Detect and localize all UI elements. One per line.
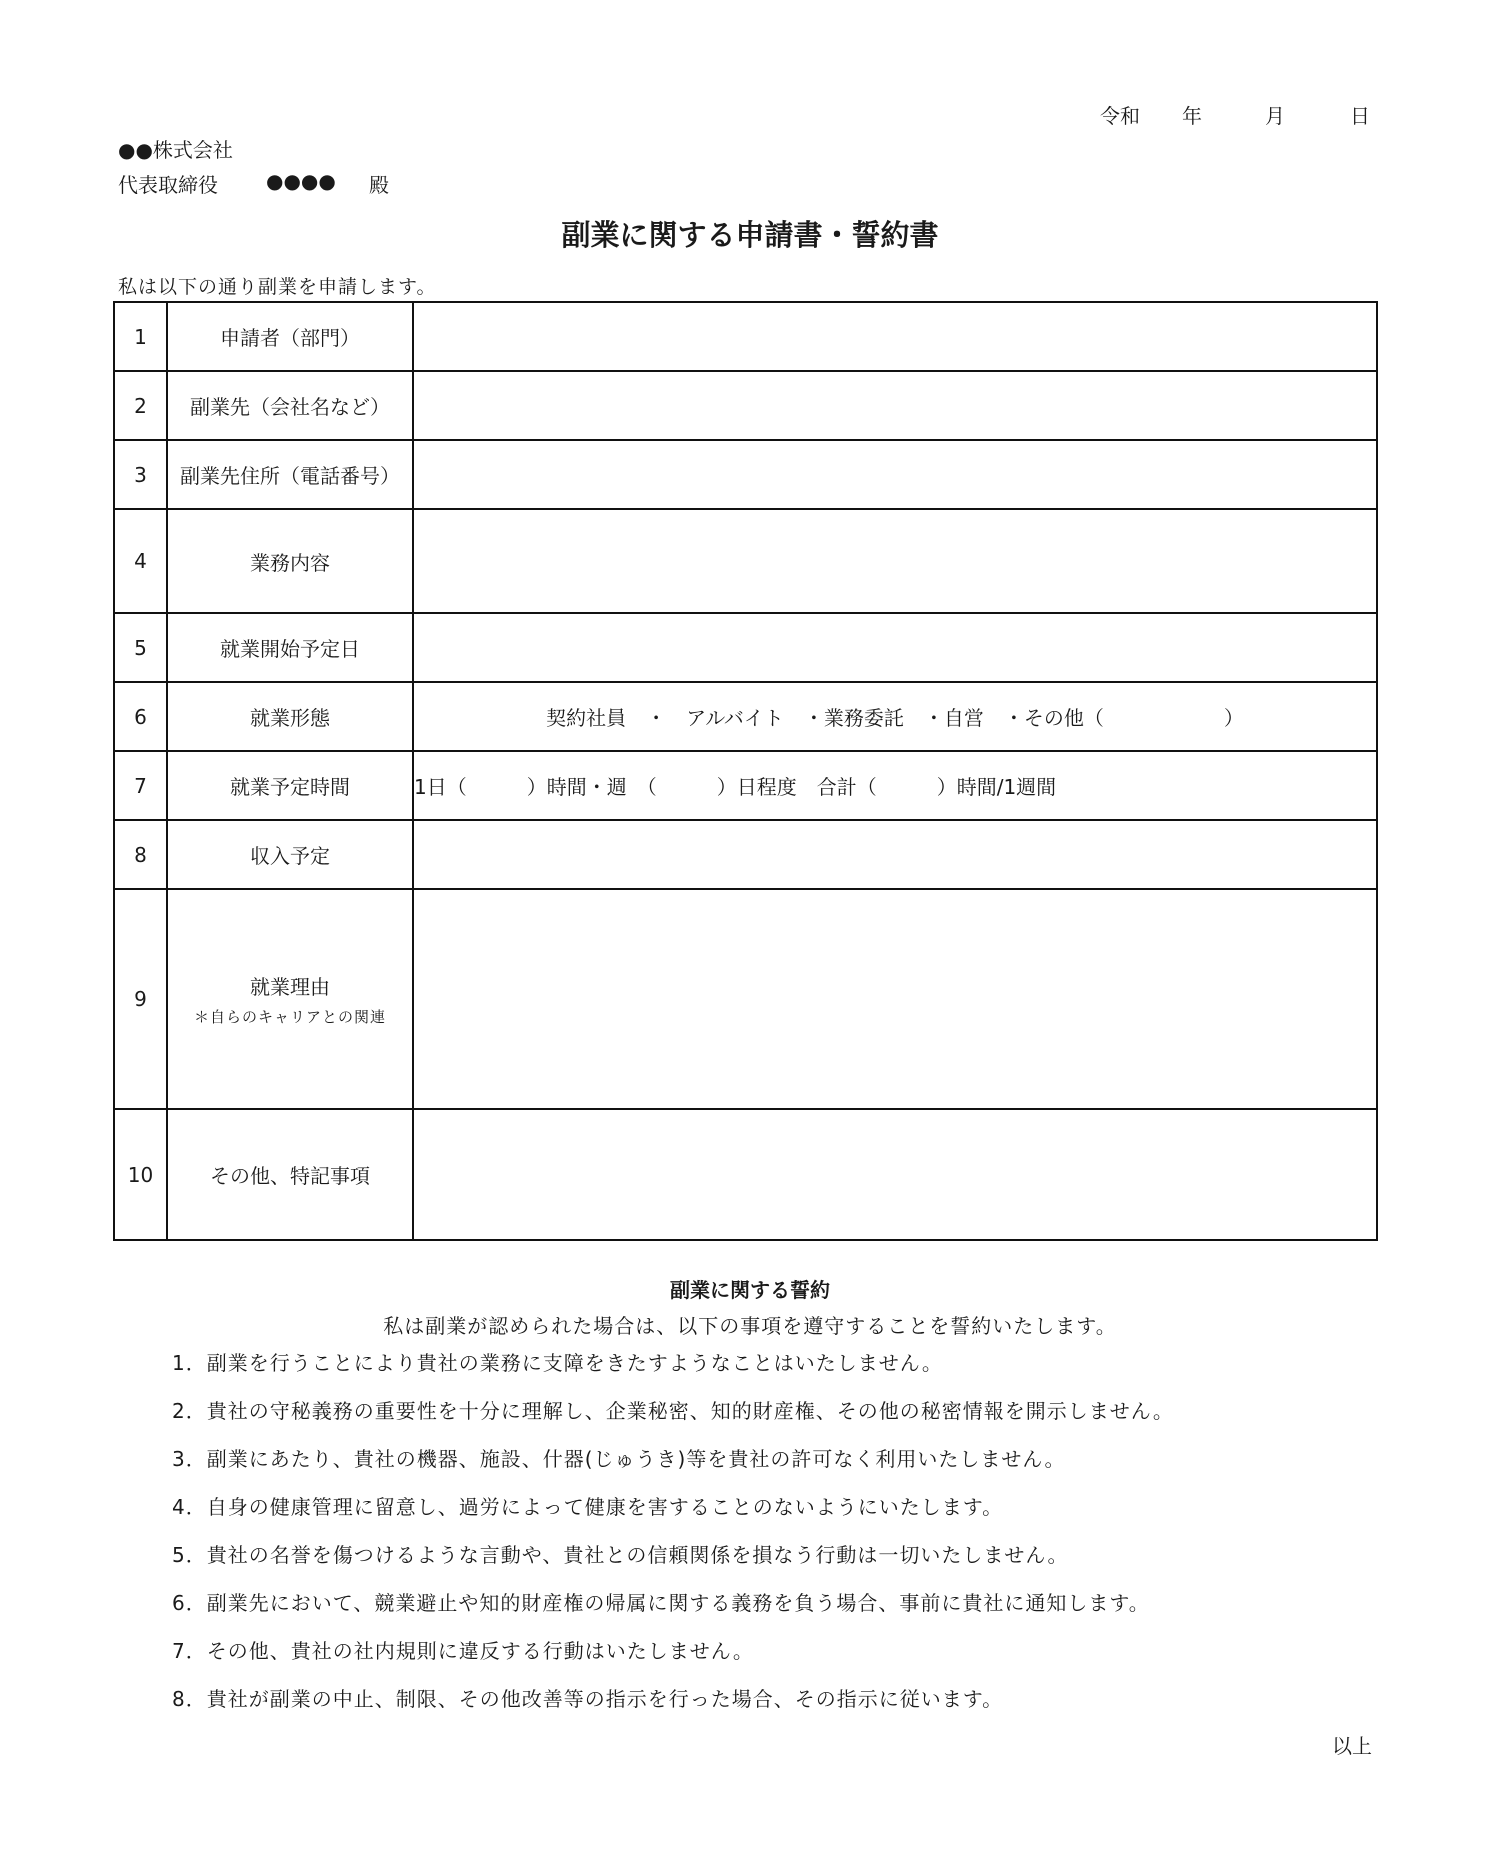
side-job-employer-field[interactable] [413, 371, 1377, 440]
table-row [114, 682, 1377, 751]
pledge-item: 4．自身の健康管理に留意し、過労によって健康を害することのないようにいたします。 [172, 1495, 1004, 1519]
reason-sublabel: ＊自らのキャリアとの関連 [193, 1008, 386, 1026]
table-row [114, 371, 1377, 440]
row-number: 9 [114, 889, 167, 1109]
date-month: 月 [1265, 104, 1285, 128]
application-intro: 私は以下の通り副業を申請します。 [118, 276, 437, 298]
pledge-list [172, 1348, 1174, 1732]
pledge-item: 3．副業にあたり、貴社の機器、施設、什器(じゅうき)等を貴社の許可なく利用いたしません。 [172, 1447, 1066, 1471]
table-row [114, 889, 1377, 1109]
row-label-start-date: 就業開始予定日 [167, 613, 413, 682]
pledge-title: 副業に関する誓約 [670, 1278, 830, 1302]
row-label-job-description: 業務内容 [167, 509, 413, 613]
pledge-item: 6．副業先において、競業避止や知的財産権の帰属に関する義務を負う場合、事前に貴社に通知します。 [172, 1591, 1150, 1615]
row-number: 1 [114, 302, 167, 371]
row-label-side-job-employer: 副業先（会社名など） [167, 371, 413, 440]
table-row [114, 302, 1377, 371]
row-number: 8 [114, 820, 167, 889]
table-row [114, 440, 1377, 509]
reason-label: 就業理由 [250, 975, 330, 999]
table-row [114, 509, 1377, 613]
table-row [114, 613, 1377, 682]
company-name: ●●株式会社 [118, 138, 233, 162]
date-day: 日 [1350, 104, 1370, 128]
document-title: 副業に関する申請書・誓約書 [561, 218, 939, 252]
pledge-intro: 私は副業が認められた場合は、以下の事項を遵守することを誓約いたします。 [383, 1314, 1117, 1338]
job-description-field[interactable] [413, 509, 1377, 613]
row-number: 6 [114, 682, 167, 751]
closing-mark: 以上 [1332, 1734, 1372, 1758]
row-number: 7 [114, 751, 167, 820]
pledge-item: 8．貴社が副業の中止、制限、その他改善等の指示を行った場合、その指示に従います。 [172, 1687, 1004, 1711]
row-number: 4 [114, 509, 167, 613]
other-notes-field[interactable] [413, 1109, 1377, 1240]
table-row [114, 751, 1377, 820]
pledge-item: 7．その他、貴社の社内規則に違反する行動はいたしません。 [172, 1639, 754, 1663]
row-label-working-hours: 就業予定時間 [167, 751, 413, 820]
date-year: 年 [1182, 104, 1202, 128]
pledge-item: 1．副業を行うことにより貴社の業務に支障をきたすようなことはいたしません。 [172, 1351, 943, 1375]
row-label-other-notes: その他、特記事項 [167, 1109, 413, 1240]
row-number: 2 [114, 371, 167, 440]
expected-income-field[interactable] [413, 820, 1377, 889]
working-hours-field[interactable]: 1日（ ）時間・週 （ ）日程度 合計（ ）時間/1週間 [413, 751, 1377, 820]
row-label-employment-type: 就業形態 [167, 682, 413, 751]
pledge-item: 5．貴社の名誉を傷つけるような言動や、貴社との信頼関係を損なう行動は一切いたしません。 [172, 1543, 1069, 1567]
row-label-expected-income: 収入予定 [167, 820, 413, 889]
honorific: 殿 [369, 173, 389, 197]
date-era: 令和 [1100, 104, 1140, 128]
table-row [114, 1109, 1377, 1240]
row-number: 3 [114, 440, 167, 509]
employer-address-field[interactable] [413, 440, 1377, 509]
representative-title: 代表取締役 [118, 173, 218, 197]
employment-type-field[interactable]: 契約社員 ・ アルバイト ・業務委託 ・自営 ・その他（ ） [413, 682, 1377, 751]
applicant-field[interactable] [413, 302, 1377, 371]
row-number: 10 [114, 1109, 167, 1240]
table-row [114, 820, 1377, 889]
row-label-employer-address: 副業先住所（電話番号） [167, 440, 413, 509]
row-label-reason [167, 889, 413, 1109]
start-date-field[interactable] [413, 613, 1377, 682]
reason-field[interactable] [413, 889, 1377, 1109]
pledge-item: 2．貴社の守秘義務の重要性を十分に理解し、企業秘密、知的財産権、その他の秘密情報を開示しません。 [172, 1399, 1174, 1423]
row-number: 5 [114, 613, 167, 682]
representative-name: ●●●● [266, 169, 336, 193]
application-table [113, 301, 1378, 1241]
row-label-applicant: 申請者（部門） [167, 302, 413, 371]
